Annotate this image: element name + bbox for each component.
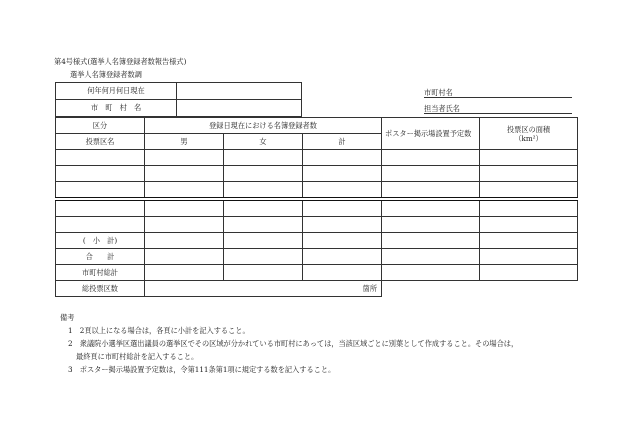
table-cell[interactable] xyxy=(56,150,145,166)
table-cell[interactable] xyxy=(303,265,382,281)
table-cell[interactable] xyxy=(224,233,303,249)
total-row xyxy=(56,249,578,265)
form-title: 第4号様式(選挙人名簿登録者数報告様式) xyxy=(54,57,187,66)
table-cell[interactable] xyxy=(224,217,303,233)
count-unit-label: 箇所 xyxy=(362,284,378,293)
district-area-label: 投票区の面積 xyxy=(506,124,551,134)
total-label: 合 計 xyxy=(56,249,145,265)
subtotal-row xyxy=(56,233,578,249)
table-cell[interactable] xyxy=(480,182,578,200)
category-header: 区分 xyxy=(56,118,145,134)
table-cell[interactable] xyxy=(145,182,224,200)
table-cell[interactable] xyxy=(480,199,578,217)
table-cell[interactable] xyxy=(480,150,578,166)
table-cell[interactable] xyxy=(480,166,578,182)
table-cell[interactable] xyxy=(303,182,382,200)
municipal-total-row xyxy=(56,265,578,281)
table-cell[interactable] xyxy=(382,265,480,281)
table-row xyxy=(56,150,578,166)
table-cell[interactable] xyxy=(480,265,578,281)
table-cell[interactable] xyxy=(56,217,145,233)
table-cell[interactable] xyxy=(224,166,303,182)
municipality-field[interactable] xyxy=(177,100,302,117)
table-row xyxy=(56,199,578,217)
table-row xyxy=(56,182,578,200)
table-cell[interactable] xyxy=(382,199,480,217)
female-header: 女 xyxy=(224,134,303,150)
area-unit-label: （km²） xyxy=(514,133,543,143)
district-area-header xyxy=(480,118,578,150)
note-item: 最終頁に市町村総計を記入すること。 xyxy=(76,352,199,361)
table-cell[interactable] xyxy=(56,166,145,182)
table-cell[interactable] xyxy=(382,150,480,166)
table-cell[interactable] xyxy=(145,199,224,217)
table-cell[interactable] xyxy=(303,217,382,233)
note-item: 1 2頁以上になる場合は，各頁に小計を記入すること。 xyxy=(68,326,250,335)
table-cell[interactable] xyxy=(145,265,224,281)
district-count-label: 総投票区数 xyxy=(56,281,145,297)
table-cell[interactable] xyxy=(224,150,303,166)
table-cell[interactable] xyxy=(480,217,578,233)
table-cell[interactable] xyxy=(382,233,480,249)
district-count-field[interactable] xyxy=(145,281,382,297)
table-cell[interactable] xyxy=(145,217,224,233)
info-box xyxy=(55,82,302,117)
municipality-name-field[interactable] xyxy=(424,97,572,98)
table-cell[interactable] xyxy=(382,249,480,265)
table-cell[interactable] xyxy=(224,199,303,217)
note-item: 2 衆議院小選挙区選出議員の選挙区でその区域が分かれている市町村にあっては，当該区域ごとに別葉として作成すること。その場合は， xyxy=(68,339,519,348)
registered-count-header: 登録日現在における名簿登録者数 xyxy=(145,118,382,134)
table-cell[interactable] xyxy=(480,249,578,265)
subtotal-label: ( 小 計) xyxy=(56,233,145,249)
municipality-label: 市 町 村 名 xyxy=(56,100,177,117)
table-cell[interactable] xyxy=(303,199,382,217)
table-cell[interactable] xyxy=(303,150,382,166)
table-cell[interactable] xyxy=(224,249,303,265)
table-cell[interactable] xyxy=(56,199,145,217)
registration-table xyxy=(55,117,578,297)
table-cell[interactable] xyxy=(303,249,382,265)
municipal-total-label: 市町村総計 xyxy=(56,265,145,281)
table-cell[interactable] xyxy=(145,233,224,249)
poster-sites-header: ポスター掲示場設置予定数 xyxy=(382,118,480,150)
table-cell[interactable] xyxy=(145,249,224,265)
date-field[interactable] xyxy=(177,83,302,100)
date-label: 何年何月何日現在 xyxy=(56,83,177,100)
officer-name-field[interactable] xyxy=(424,113,572,114)
table-cell[interactable] xyxy=(303,166,382,182)
form-subtitle: 選挙人名簿登録者数調 xyxy=(70,70,142,79)
table-cell[interactable] xyxy=(145,166,224,182)
district-count-row xyxy=(56,281,578,297)
table-row xyxy=(56,217,578,233)
male-header: 男 xyxy=(145,134,224,150)
table-cell[interactable] xyxy=(382,182,480,200)
table-cell[interactable] xyxy=(145,150,224,166)
table-cell[interactable] xyxy=(480,233,578,249)
table-cell[interactable] xyxy=(56,182,145,200)
table-cell[interactable] xyxy=(224,182,303,200)
table-row xyxy=(56,166,578,182)
officer-name-label: 担当者氏名 xyxy=(424,104,460,113)
table-cell[interactable] xyxy=(303,233,382,249)
table-cell[interactable] xyxy=(224,265,303,281)
table-cell[interactable] xyxy=(382,166,480,182)
table-cell[interactable] xyxy=(382,217,480,233)
district-name-header: 投票区名 xyxy=(56,134,145,150)
municipality-name-label: 市町村名 xyxy=(424,88,453,97)
notes-heading: 備考 xyxy=(60,313,75,322)
note-item: 3 ポスター掲示場設置予定数は，令第111条第1項に規定する数を記入すること。 xyxy=(68,365,336,374)
total-header: 計 xyxy=(303,134,382,150)
header-row-1 xyxy=(56,118,578,134)
